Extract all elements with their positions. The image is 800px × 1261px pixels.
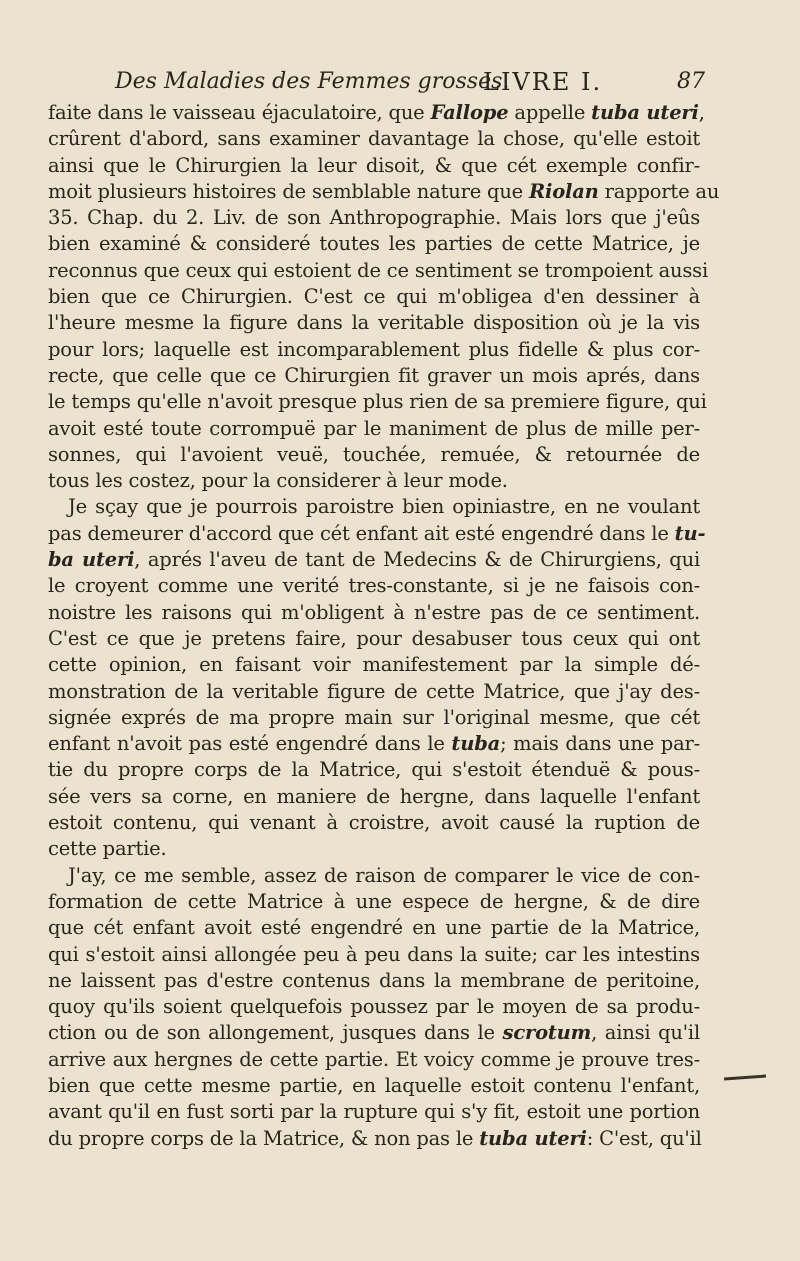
text-line (48, 626, 700, 652)
text-run: ction ou de son allongement, jusques dans le (48, 1021, 503, 1045)
text-run: l'heure mesme la figure dans la veritable disposition où je la vis (48, 311, 700, 335)
text-run: pour lors; laquelle est incomparablement plus fidelle & plus cor- (48, 337, 700, 361)
page-number: 87 (677, 69, 705, 94)
text-line (48, 942, 700, 968)
text-run: ; mais dans une par- (500, 732, 701, 756)
text-line (48, 810, 700, 836)
text-line (48, 416, 700, 442)
text-run: qui s'estoit ainsi allongée peu à peu dans la suite; car les intestins (48, 942, 700, 966)
text-run: sonnes, qui l'avoient veuë, touchée, remuée, & retournée de (48, 442, 700, 466)
text-run: sée vers sa corne, en maniere de hergne, dans laquelle l'enfant (48, 784, 700, 808)
text-line (48, 1099, 700, 1125)
running-title: Des Maladies des Femmes grosses. (115, 69, 510, 94)
text-line (48, 284, 700, 310)
text-line (48, 521, 706, 547)
text-line (48, 310, 700, 336)
text-run: du propre corps de la Matrice, & non pas le (48, 1126, 480, 1150)
text-line (48, 836, 700, 862)
text-run: pas demeurer d'accord que cét enfant ait esté engendré dans le (48, 521, 675, 545)
text-line (48, 1047, 700, 1073)
running-header (115, 64, 705, 100)
text-run: recte, que celle que ce Chirurgien fit graver un mois aprés, dans (48, 363, 700, 387)
text-run: , (698, 101, 705, 124)
text-line (48, 468, 700, 494)
text-run: arrive aux hergnes de cette partie. Et voicy comme je prouve tres- (48, 1047, 700, 1071)
text-run: estoit contenu, qui venant à croistre, avoit causé la ruption de (48, 811, 700, 835)
text-line (48, 389, 707, 415)
text-run: le croyent comme une verité tres-constante, si je ne faisois con- (48, 574, 700, 598)
text-line (48, 1073, 700, 1099)
text-run: reconnus que ceux qui estoient de ce sentiment se trompoient aussi (48, 258, 709, 282)
text-run: tous les costez, pour la considerer à leur mode. (48, 469, 508, 493)
text-line (48, 153, 700, 179)
text-line (48, 705, 700, 731)
text-run: monstration de la veritable figure de cette Matrice, que j'ay des- (48, 679, 700, 703)
text-run: formation de cette Matrice à une espece de hergne, & de dire (48, 889, 700, 913)
text-run: J'ay, ce me semble, assez de raison de comparer le vice de con- (68, 863, 700, 887)
italic-term: tuba uteri (591, 101, 699, 124)
text-run: rapporte au (598, 179, 720, 203)
text-line (48, 600, 700, 626)
paragraph (48, 494, 706, 862)
text-run: avant qu'il en fust sorti par la rupture qui s'y fit, estoit une portion (48, 1100, 700, 1124)
text-line (48, 231, 700, 257)
text-run: , aprés l'aveu de tant de Medecins & de Chirurgiens, qui (134, 548, 700, 572)
text-run: avoit esté toute corrompuë par le maniment de plus de mille per- (48, 416, 700, 440)
text-line (48, 205, 700, 231)
text-run: faite dans le vaisseau éjaculatoire, que (48, 101, 431, 124)
text-run: appelle (508, 101, 592, 124)
text-run: , ainsi qu'il (591, 1021, 700, 1045)
text-run: signée exprés de ma propre main sur l'original mesme, que cét (48, 705, 700, 729)
text-line (48, 363, 700, 389)
text-run: que cét enfant avoit esté engendré en une partie de la Matrice, (48, 916, 700, 940)
text-line (48, 337, 700, 363)
text-run: : C'est, qu'il (586, 1126, 702, 1150)
text-line (48, 1020, 700, 1046)
text-run: C'est ce que je pretens faire, pour desabuser tous ceux qui ont (48, 626, 700, 650)
text-line (48, 547, 700, 573)
text-run: bien que cette mesme partie, en laquelle estoit contenu l'enfant, (48, 1073, 700, 1097)
text-run: bien que ce Chirurgien. C'est ce qui m'obligea d'en dessiner à (48, 285, 700, 309)
text-run: ainsi que le Chirurgien la leur disoit, & que cét exemple confir- (48, 153, 700, 177)
text-run: cette opinion, en faisant voir manifestement par la simple dé- (48, 653, 700, 677)
text-run: enfant n'avoit pas esté engendré dans le (48, 732, 452, 756)
text-line (48, 100, 705, 126)
text-line (48, 863, 700, 889)
text-line (48, 573, 700, 599)
text-line (48, 968, 700, 994)
paragraph (48, 100, 720, 494)
text-line (48, 1126, 700, 1152)
text-line (48, 784, 700, 810)
italic-term: Fallope (430, 101, 509, 124)
margin-mark (724, 1075, 766, 1081)
text-line (48, 126, 700, 152)
italic-term: scrotum (502, 1021, 592, 1045)
text-run: noistre les raisons qui m'obligent à n'estre pas de ce sentiment. (48, 600, 700, 624)
text-line (48, 889, 700, 915)
text-run: cette partie. (48, 837, 167, 861)
book-number: LIVRE I. (483, 68, 603, 96)
text-line (48, 757, 700, 783)
text-line (48, 731, 700, 757)
text-run: ne laissent pas d'estre contenus dans la membrane de peritoine, (48, 968, 700, 992)
italic-term: tuba uteri (479, 1126, 587, 1150)
text-line (48, 679, 700, 705)
text-run: quoy qu'ils soient quelquefois poussez par le moyen de sa produ- (48, 995, 700, 1019)
paragraph (48, 863, 700, 1152)
text-line (48, 179, 720, 205)
italic-term: Riolan (529, 179, 599, 203)
text-line (48, 494, 700, 520)
page-body-text (48, 100, 720, 1152)
text-line (48, 652, 700, 678)
text-run: crûrent d'abord, sans examiner davantage la chose, qu'elle estoit (48, 127, 700, 151)
text-run: tie du propre corps de la Matrice, qui s'estoit étenduë & pous- (48, 758, 700, 782)
text-run: bien examiné & consideré toutes les parties de cette Matrice, je (48, 232, 700, 256)
text-run: 35. Chap. du 2. Liv. de son Anthropographie. Mais lors que j'eûs (48, 206, 700, 230)
text-line (48, 258, 709, 284)
italic-term: tuba (451, 732, 501, 756)
text-run: Je sçay que je pourrois paroistre bien opiniastre, en ne voulant (68, 495, 700, 519)
italic-term: tu- (674, 521, 706, 545)
text-line (48, 994, 700, 1020)
text-line (48, 915, 700, 941)
text-run: le temps qu'elle n'avoit presque plus rien de sa premiere figure, qui (48, 390, 707, 414)
italic-term: ba uteri (48, 548, 135, 572)
text-line (48, 442, 700, 468)
text-run: moit plusieurs histoires de semblable nature que (48, 179, 530, 203)
